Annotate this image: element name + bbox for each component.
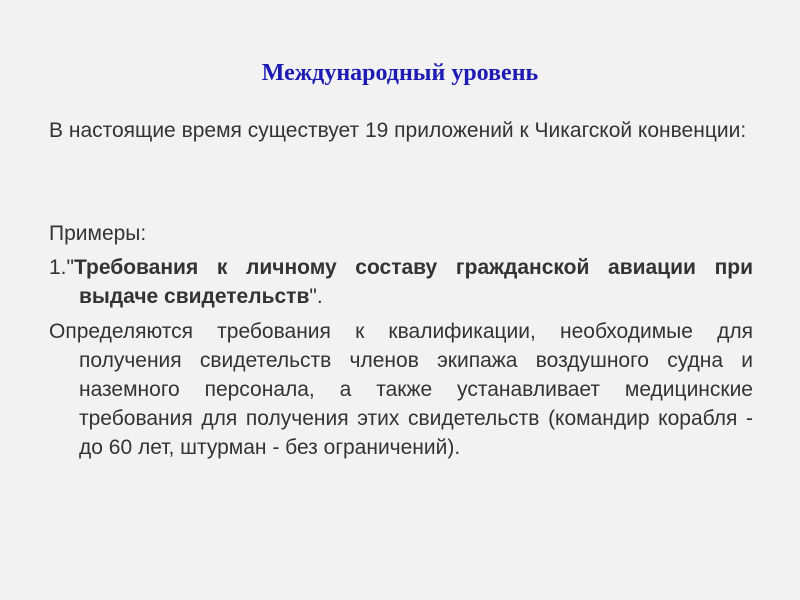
example-item-title: Требования к личному составу гражданской авиации при выдаче свидетельств [73,256,753,308]
example-item-number: 1. [49,256,67,279]
example-item-quote-close: ". [309,285,323,308]
description-paragraph: Определяются требования к квалификации, необходимые для получения свидетельств членов экипажа воздушного судна и наземного персонала, а также устанавливает медицинские требования для получения этих свидетельств (командир корабля - до 60 лет, штурман - без ограничений). [49,320,753,459]
slide-title: Международный уровень [261,60,539,86]
example-item-quote-open: " [66,256,74,279]
example-item [49,253,753,311]
intro-paragraph: В настоящие время существует 19 приложений к Чикагской конвенции: [49,119,747,142]
examples-label: Примеры: [49,222,147,245]
